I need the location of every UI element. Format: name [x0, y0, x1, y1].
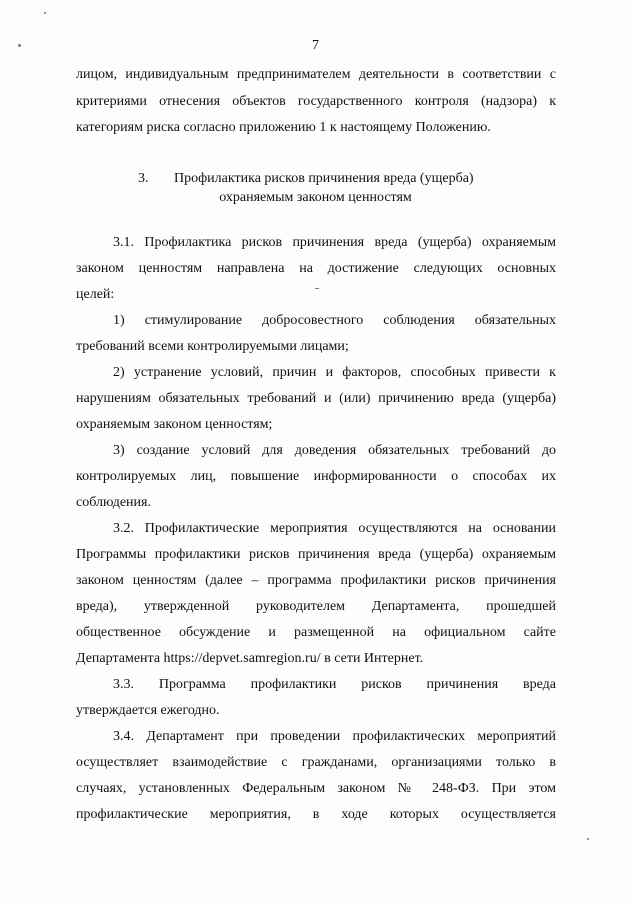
section-number: 3.	[138, 171, 149, 186]
paragraph-line: законом ценностям (далее – программа профилактики рисков причинения	[76, 573, 556, 588]
paragraph-line: 3) создание условий для доведения обязательных требований до	[113, 443, 556, 458]
text-line: категориям риска согласно приложению 1 к настоящему Положению.	[76, 120, 491, 135]
paragraph-line: 3.3. Программа профилактики рисков причинения вреда	[113, 677, 556, 692]
paragraph-line: утверждается ежегодно.	[76, 703, 220, 718]
paragraph-line: 3.4. Департамент при проведении профилактических мероприятий	[113, 729, 556, 744]
paragraph-line: профилактические мероприятия, в ходе которых осуществляется	[76, 807, 556, 822]
paragraph-line: случаях, установленных Федеральным законом № 248-ФЗ. При этом	[76, 781, 556, 796]
paragraph-line: целей:	[76, 287, 115, 302]
paragraph-line: 3.2. Профилактические мероприятия осуществляются на основании	[113, 521, 556, 536]
text-line: лицом, индивидуальным предпринимателем деятельности в соответствии с	[76, 67, 556, 82]
paragraph-line: 2) устранение условий, причин и факторов, способных привести к	[113, 365, 556, 380]
paragraph-line: соблюдения.	[76, 495, 151, 510]
paragraph-line: нарушениям обязательных требований и (или) причинению вреда (ущерба)	[76, 391, 556, 406]
scan-speck	[18, 44, 21, 47]
paragraph-line: вреда), утвержденной руководителем Департамента, прошедшей	[76, 599, 556, 614]
paragraph-line: охраняемым законом ценностям;	[76, 417, 273, 432]
paragraph-line: законом ценностям направлена на достижение следующих основных	[76, 261, 556, 276]
page-number: 7	[312, 38, 319, 53]
paragraph-line: контролируемых лиц, повышение информированности о способах их	[76, 469, 556, 484]
scan-speck	[315, 288, 319, 289]
paragraph-line: Программы профилактики рисков причинения вреда (ущерба) охраняемым	[76, 547, 556, 562]
paragraph-line: осуществляет взаимодействие с гражданами, организациями только в	[76, 755, 556, 770]
paragraph-line: 1) стимулирование добросовестного соблюдения обязательных	[113, 313, 556, 328]
section-title-line2: охраняемым законом ценностям	[219, 190, 412, 205]
paragraph-line: общественное обсуждение и размещенной на официальном сайте	[76, 625, 556, 640]
section-title: Профилактика рисков причинения вреда (ущерба)	[174, 171, 474, 186]
text-line: критериями отнесения объектов государственного контроля (надзора) к	[76, 94, 556, 109]
paragraph-line: Департамента https://depvet.samregion.ru/ в сети Интернет.	[76, 651, 424, 666]
paragraph-line: требований всеми контролируемыми лицами;	[76, 339, 349, 354]
scan-speck	[44, 12, 46, 14]
scan-speck	[587, 838, 589, 840]
paragraph-line: 3.1. Профилактика рисков причинения вреда (ущерба) охраняемым	[113, 235, 556, 250]
